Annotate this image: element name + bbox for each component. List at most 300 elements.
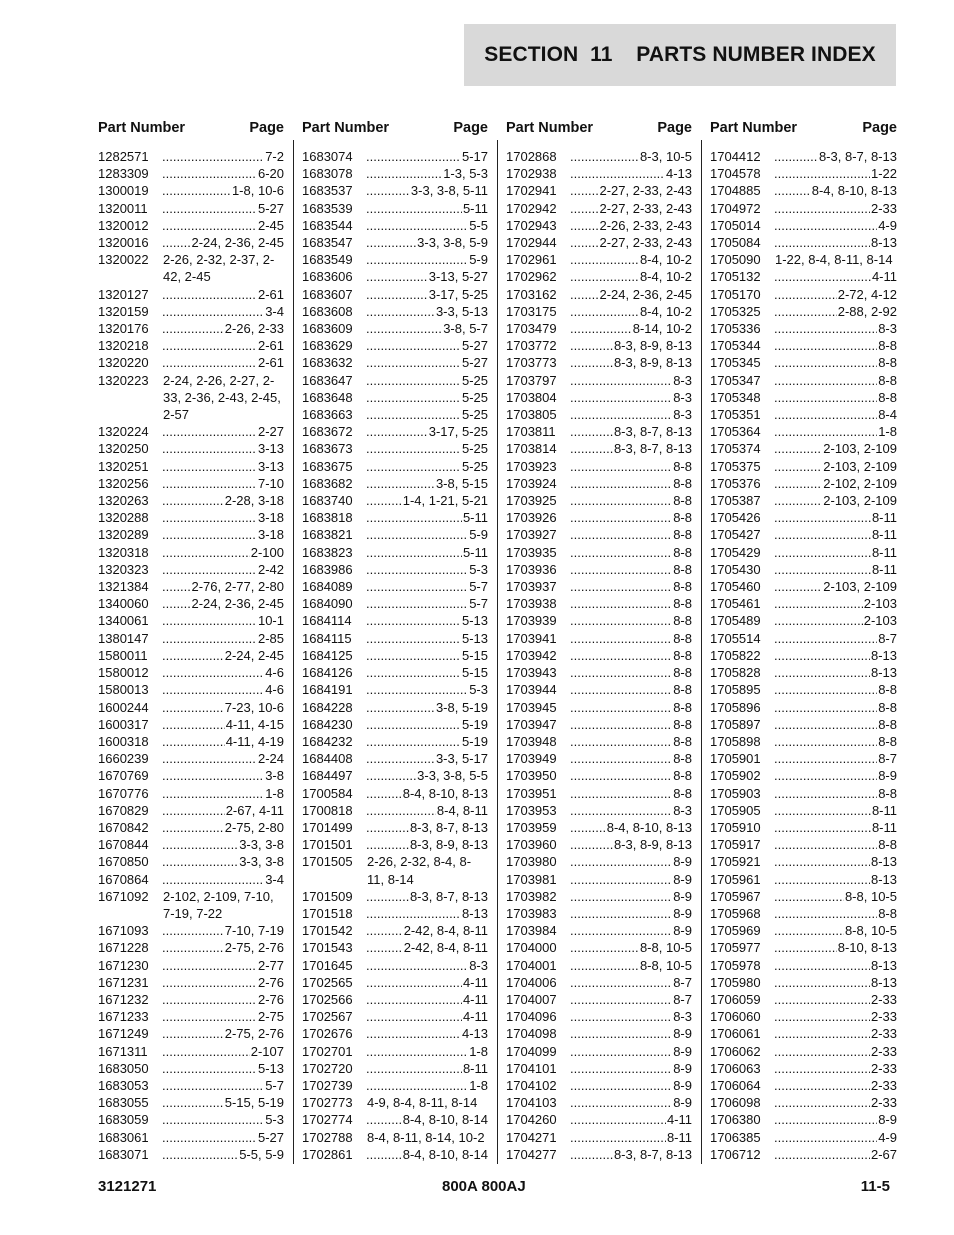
part-number: 1704102 xyxy=(506,1077,557,1093)
dot-leader xyxy=(366,1111,488,1128)
part-number: 1320263 xyxy=(98,493,149,509)
leader-dots xyxy=(570,251,639,268)
dot-leader xyxy=(774,182,897,199)
dot-leader xyxy=(162,733,284,750)
leader-dots xyxy=(774,1129,877,1146)
page-reference: 5-25 xyxy=(461,372,488,388)
leader-dots xyxy=(162,1025,224,1042)
dot-leader xyxy=(570,544,692,561)
part-number: 1580012 xyxy=(98,665,149,681)
part-number: 1683053 xyxy=(98,1077,149,1093)
page-reference: 5-17 xyxy=(461,149,488,164)
dot-leader xyxy=(774,492,897,509)
page-reference: 2-33 xyxy=(870,1043,897,1059)
part-number: 1705090 xyxy=(710,252,761,268)
page-reference: 5-11 xyxy=(462,510,488,526)
leader-dots xyxy=(570,303,639,320)
dot-leader xyxy=(570,853,692,870)
leader-dots xyxy=(774,733,877,750)
dot-leader xyxy=(570,991,692,1008)
part-number: 1705489 xyxy=(710,613,761,629)
leader-dots xyxy=(570,578,672,595)
index-entry xyxy=(302,836,488,853)
page-reference: 2-102, 2-109 xyxy=(823,475,897,491)
leader-dots xyxy=(570,733,672,750)
page-reference: 2-75, 2-76 xyxy=(224,940,284,956)
part-number: 1703937 xyxy=(506,579,557,595)
leader-dots xyxy=(774,217,877,234)
part-number: 1702720 xyxy=(302,1060,353,1076)
part-number: 1703944 xyxy=(506,682,557,698)
dot-leader xyxy=(570,458,692,475)
index-entry xyxy=(506,1043,692,1060)
page-reference: 5-25 xyxy=(461,458,488,474)
page-reference: 8-3, 8-7, 8-13 xyxy=(409,819,488,835)
page-reference: 2-27 xyxy=(257,424,284,440)
dot-leader xyxy=(774,217,897,234)
index-entry xyxy=(302,1008,488,1025)
dot-leader xyxy=(162,1043,284,1060)
leader-dots xyxy=(366,303,435,320)
dot-leader xyxy=(570,1111,692,1128)
page-reference: 2-24, 2-36, 2-45 xyxy=(191,596,284,612)
dot-leader xyxy=(162,1146,284,1163)
dot-leader xyxy=(570,767,692,784)
part-number: 1702941 xyxy=(506,183,557,199)
page-reference: 2-27, 2-33, 2-43 xyxy=(599,200,692,216)
page-reference: 8-8 xyxy=(673,768,692,784)
index-entry xyxy=(98,492,284,509)
page-reference: 8-8 xyxy=(673,699,692,715)
index-entry xyxy=(710,389,897,406)
dot-leader xyxy=(774,165,897,182)
part-number: 1703811 xyxy=(506,424,556,440)
part-number: 1580013 xyxy=(98,682,149,698)
leader-dots xyxy=(366,595,468,612)
leader-dots xyxy=(366,320,442,337)
part-number: 1320288 xyxy=(98,510,149,526)
leader-dots xyxy=(366,1008,462,1025)
part-number: 1703938 xyxy=(506,596,557,612)
dot-leader xyxy=(774,440,897,457)
part-number: 1704099 xyxy=(506,1043,557,1059)
index-entry xyxy=(506,595,692,612)
part-number: 1320224 xyxy=(98,424,149,440)
page-reference: 2-76 xyxy=(257,991,284,1007)
dot-leader xyxy=(774,612,897,629)
part-number: 1701518 xyxy=(302,905,353,921)
dot-leader xyxy=(366,148,488,165)
dot-leader xyxy=(366,509,488,526)
leader-dots xyxy=(570,1111,666,1128)
page-reference: 8-8 xyxy=(878,682,897,698)
index-entry xyxy=(98,423,284,440)
index-entry xyxy=(302,458,488,475)
leader-dots xyxy=(366,750,435,767)
index-entry xyxy=(98,440,284,457)
leader-dots xyxy=(570,561,672,578)
dot-leader xyxy=(570,957,692,974)
leader-dots xyxy=(162,853,238,870)
page-reference: 2-103 xyxy=(863,613,897,629)
index-entry xyxy=(506,165,692,182)
index-entry xyxy=(710,750,897,767)
part-number: 1701542 xyxy=(302,923,353,939)
page-reference: 8-11 xyxy=(871,544,897,560)
index-entry xyxy=(98,1129,284,1146)
page-reference: 2-77 xyxy=(257,957,284,973)
index-entry xyxy=(302,957,488,974)
part-number: 1684230 xyxy=(302,716,353,732)
part-number: 1671311 xyxy=(98,1043,148,1059)
part-number: 1320016 xyxy=(98,235,149,251)
leader-dots xyxy=(162,647,224,664)
leader-dots xyxy=(162,1129,257,1146)
part-number: 1684089 xyxy=(302,579,353,595)
part-number: 1683818 xyxy=(302,510,353,526)
leader-dots xyxy=(570,991,672,1008)
part-number: 1683549 xyxy=(302,252,353,268)
page-reference: 8-3, 8-9, 8-13 xyxy=(409,837,488,853)
index-entry xyxy=(710,1111,897,1128)
index-entry xyxy=(98,217,284,234)
part-number: 1706385 xyxy=(710,1129,761,1145)
index-entry xyxy=(302,423,488,440)
leader-dots xyxy=(366,458,461,475)
leader-dots xyxy=(774,1094,870,1111)
index-entry xyxy=(302,767,488,784)
part-number: 1683986 xyxy=(302,561,353,577)
column-divider xyxy=(701,140,702,1164)
index-entry xyxy=(302,922,488,939)
index-entry xyxy=(506,767,692,784)
part-number: 1683675 xyxy=(302,458,353,474)
dot-leader xyxy=(570,836,692,853)
part-number: 1705325 xyxy=(710,303,761,319)
dot-leader xyxy=(366,716,488,733)
index-entry xyxy=(302,630,488,647)
leader-dots xyxy=(570,1043,672,1060)
dot-leader xyxy=(366,905,488,922)
part-number: 1320011 xyxy=(98,200,148,216)
page-reference: 3-3, 5-17 xyxy=(435,751,488,767)
page-reference: 8-3, 8-7, 8-13 xyxy=(818,149,897,164)
index-entry xyxy=(506,785,692,802)
part-number: 1703925 xyxy=(506,493,557,509)
part-number: 1703980 xyxy=(506,854,557,870)
page-reference: 8-11 xyxy=(871,802,897,818)
index-entry xyxy=(710,785,897,802)
page-reference: 1-8, 10-6 xyxy=(231,183,284,199)
part-number: 1703949 xyxy=(506,751,557,767)
leader-dots xyxy=(774,561,871,578)
part-number: 1705895 xyxy=(710,682,761,698)
dot-leader xyxy=(366,888,488,905)
leader-dots xyxy=(774,578,822,595)
dot-leader xyxy=(162,217,284,234)
page-reference: 2-24 xyxy=(257,751,284,767)
part-number: 1683608 xyxy=(302,303,353,319)
part-number: 1705828 xyxy=(710,665,761,681)
page-reference: 2-24, 2-36, 2-45 xyxy=(599,286,692,302)
page-reference: 8-9 xyxy=(673,854,692,870)
index-entry xyxy=(710,492,897,509)
index-entry xyxy=(506,664,692,681)
section-title: SECTION 11 PARTS NUMBER INDEX xyxy=(484,43,876,66)
dot-leader xyxy=(774,699,897,716)
index-entry xyxy=(506,1111,692,1128)
page-reference: 5-5, 5-9 xyxy=(239,1146,284,1162)
index-entry xyxy=(506,251,692,268)
dot-leader xyxy=(366,320,488,337)
part-number: 1706098 xyxy=(710,1095,761,1111)
leader-dots xyxy=(366,182,410,199)
page-reference: 2-102, 2-109, 7-10, 7-19, 7-22 xyxy=(163,888,274,921)
page-reference: 5-25 xyxy=(461,441,488,457)
leader-dots xyxy=(366,217,468,234)
dot-leader xyxy=(366,303,488,320)
footer-page-number: 11-5 xyxy=(860,1178,890,1195)
part-number: 1671233 xyxy=(98,1009,149,1025)
index-entry xyxy=(302,733,488,750)
page-reference: 4-11, 4-19 xyxy=(225,733,284,749)
index-entry xyxy=(302,1094,488,1111)
index-entry xyxy=(98,303,284,320)
index-entry xyxy=(98,526,284,543)
page-reference: 4-6 xyxy=(265,682,284,698)
page-reference: 8-7 xyxy=(878,751,897,767)
dot-leader xyxy=(774,853,897,870)
leader-dots xyxy=(774,939,837,956)
dot-leader xyxy=(774,785,897,802)
dot-leader xyxy=(774,630,897,647)
page-reference: 8-8 xyxy=(878,372,897,388)
dot-leader xyxy=(366,802,488,819)
leader-dots xyxy=(570,681,672,698)
index-entry xyxy=(710,303,897,320)
page-reference: 8-8 xyxy=(673,682,692,698)
index-entry xyxy=(710,182,897,199)
index-entry xyxy=(98,1111,284,1128)
index-entry xyxy=(98,750,284,767)
page-reference: 2-24, 2-45 xyxy=(224,647,284,663)
leader-dots xyxy=(162,836,238,853)
index-entry xyxy=(302,1025,488,1042)
dot-leader xyxy=(570,905,692,922)
leader-dots xyxy=(366,716,461,733)
index-entry xyxy=(302,1043,488,1060)
leader-dots xyxy=(162,458,257,475)
part-number: 1705968 xyxy=(710,905,761,921)
page-reference: 8-4, 8-10, 8-13 xyxy=(811,183,897,199)
dot-leader xyxy=(570,492,692,509)
part-number: 1705897 xyxy=(710,716,761,732)
index-entry xyxy=(506,974,692,991)
dot-leader xyxy=(366,939,488,956)
dot-leader xyxy=(570,819,692,836)
page-reference: 8-8 xyxy=(878,837,897,853)
index-entry xyxy=(506,750,692,767)
leader-dots xyxy=(162,354,257,371)
page-reference: 3-3, 3-8, 5-11 xyxy=(410,183,488,199)
page-reference: 8-8 xyxy=(673,561,692,577)
dot-leader xyxy=(774,337,897,354)
part-number: 1705348 xyxy=(710,389,761,405)
page-reference: 8-3, 8-7, 8-13 xyxy=(409,888,488,904)
index-entry xyxy=(302,475,488,492)
page-reference: 8-13 xyxy=(870,235,897,251)
index-entry xyxy=(302,595,488,612)
page-reference: 2-42, 8-4, 8-11 xyxy=(403,923,488,939)
leader-dots xyxy=(162,699,224,716)
leader-dots xyxy=(162,939,224,956)
index-entry xyxy=(98,1043,284,1060)
dot-leader xyxy=(162,716,284,733)
dot-leader xyxy=(366,354,488,371)
index-entry xyxy=(710,544,897,561)
part-number: 1600317 xyxy=(98,716,149,732)
column-header xyxy=(710,118,897,148)
index-entry xyxy=(506,630,692,647)
page-reference: 8-8 xyxy=(673,751,692,767)
leader-dots xyxy=(570,440,613,457)
part-number: 1670829 xyxy=(98,802,149,818)
part-number: 1684232 xyxy=(302,733,353,749)
part-number: 1703953 xyxy=(506,802,557,818)
index-entry xyxy=(506,286,692,303)
page-reference: 2-33 xyxy=(870,1077,897,1093)
page-reference: 5-5 xyxy=(469,217,488,233)
part-number: 1684114 xyxy=(302,613,352,629)
dot-leader xyxy=(162,802,284,819)
dot-leader xyxy=(366,1060,488,1077)
leader-dots xyxy=(366,991,462,1008)
dot-leader xyxy=(774,1077,897,1094)
index-entry xyxy=(302,853,488,887)
part-number: 1703959 xyxy=(506,819,557,835)
dot-leader xyxy=(774,750,897,767)
index-entry xyxy=(98,853,284,870)
dot-leader xyxy=(162,148,284,165)
page-reference: 8-13 xyxy=(870,647,897,663)
leader-dots xyxy=(162,612,257,629)
dot-leader xyxy=(366,337,488,354)
index-entry xyxy=(98,337,284,354)
dot-leader xyxy=(162,337,284,354)
index-entry xyxy=(710,991,897,1008)
leader-dots xyxy=(570,286,598,303)
dot-leader xyxy=(162,1025,284,1042)
part-number: 1671228 xyxy=(98,940,149,956)
leader-dots xyxy=(366,612,461,629)
part-number: 1705902 xyxy=(710,768,761,784)
page-reference: 3-8, 5-19 xyxy=(435,699,488,715)
dot-leader xyxy=(774,905,897,922)
part-number: 1684408 xyxy=(302,751,353,767)
leader-dots xyxy=(162,492,224,509)
page-reference: 8-7 xyxy=(673,991,692,1007)
part-number: 1683672 xyxy=(302,424,353,440)
index-entry xyxy=(302,1060,488,1077)
index-entry xyxy=(506,268,692,285)
index-entry xyxy=(98,148,284,165)
page-reference: 2-27, 2-33, 2-43 xyxy=(599,183,692,199)
leader-dots xyxy=(570,234,598,251)
index-entry xyxy=(98,939,284,956)
leader-dots xyxy=(774,337,877,354)
index-entry xyxy=(302,286,488,303)
page-reference: 8-4, 8-10, 8-14 xyxy=(402,1146,488,1162)
page-reference: 8-4, 8-11, 8-14, 10-2 xyxy=(367,1129,485,1145)
page-reference: 8-4 xyxy=(878,407,897,423)
index-entry xyxy=(98,561,284,578)
dot-leader xyxy=(162,630,284,647)
page-reference: 8-8, 10-5 xyxy=(844,923,897,939)
leader-dots xyxy=(570,1025,672,1042)
leader-dots xyxy=(570,1094,672,1111)
index-entry xyxy=(302,251,488,268)
column-header xyxy=(506,118,692,148)
part-number: 1703926 xyxy=(506,510,557,526)
dot-leader xyxy=(570,165,692,182)
dot-leader xyxy=(162,974,284,991)
part-number: 1701505 xyxy=(302,854,353,870)
index-entry xyxy=(710,1146,897,1163)
leader-dots xyxy=(570,165,665,182)
dot-leader xyxy=(366,251,488,268)
part-number: 1340061 xyxy=(98,613,149,629)
page-reference: 8-8 xyxy=(673,475,692,491)
dot-leader xyxy=(366,389,488,406)
index-entry xyxy=(302,268,488,285)
page-heading: Page xyxy=(249,120,284,136)
leader-dots xyxy=(162,767,264,784)
leader-dots xyxy=(774,440,822,457)
part-number: 1705344 xyxy=(710,338,761,354)
dot-leader xyxy=(162,1094,284,1111)
part-number: 1683050 xyxy=(98,1060,149,1076)
dot-leader xyxy=(570,1043,692,1060)
leader-dots xyxy=(774,1043,870,1060)
index-entry xyxy=(710,888,897,905)
dot-leader xyxy=(774,681,897,698)
leader-dots xyxy=(162,785,264,802)
part-number: 1702676 xyxy=(302,1026,353,1042)
part-number: 1705514 xyxy=(710,630,761,646)
part-number: 1683823 xyxy=(302,544,353,560)
part-number: 1705375 xyxy=(710,458,761,474)
index-entry xyxy=(710,1129,897,1146)
part-number: 1704103 xyxy=(506,1095,557,1111)
leader-dots xyxy=(570,888,672,905)
part-number: 1671093 xyxy=(98,923,149,939)
page-reference: 8-8, 10-5 xyxy=(639,940,692,956)
page-reference: 3-13, 5-27 xyxy=(428,269,488,285)
page-reference: 3-3, 3-8, 5-9 xyxy=(417,235,488,251)
page-reference: 8-8 xyxy=(673,493,692,509)
index-entry xyxy=(506,699,692,716)
dot-leader xyxy=(570,716,692,733)
part-number: 1702565 xyxy=(302,974,353,990)
part-number: 1704096 xyxy=(506,1009,557,1025)
leader-dots xyxy=(570,1077,672,1094)
leader-dots xyxy=(774,595,863,612)
leader-dots xyxy=(366,905,461,922)
dot-leader xyxy=(570,578,692,595)
dot-leader xyxy=(162,509,284,526)
part-number: 1320159 xyxy=(98,303,149,319)
leader-dots xyxy=(366,286,428,303)
